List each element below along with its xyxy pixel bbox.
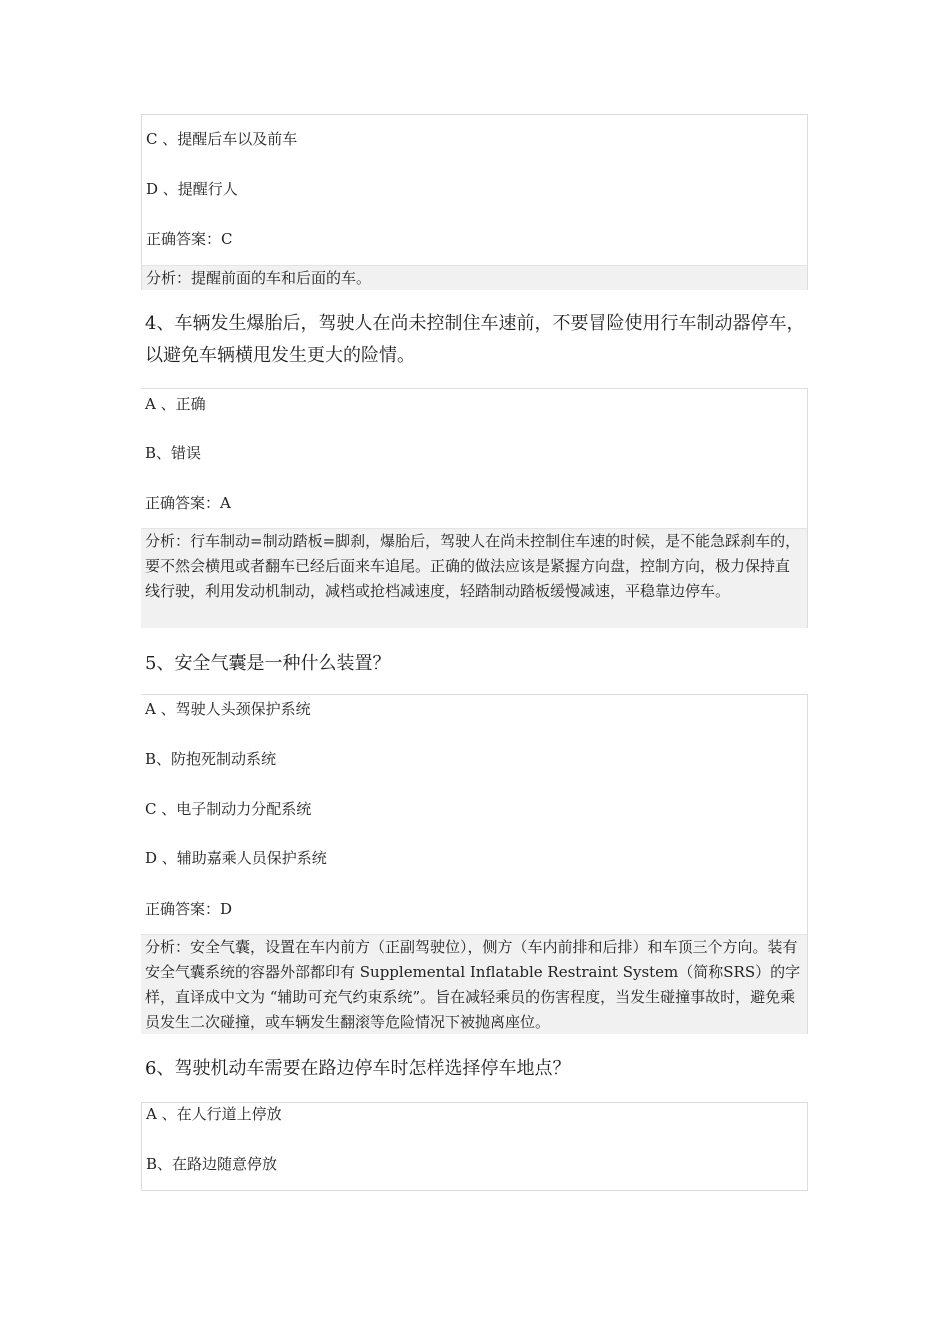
q4-analysis: 分析：行车制动=制动踏板=脚刹，爆胎后，驾驶人在尚未控制住车速的时候，是不能急踩刹车的，要不然会横甩或者翻车已经后面来车追尾。正确的做法应该是紧握方向盘，控制方向，极力保持直线行驶，利用发动机制动，减档或抢档减速度，轻踏制动踏板缓慢减速，平稳靠边停车。 [141, 528, 807, 628]
q5-card [141, 694, 808, 1034]
q4-answer: 正确答案：A [145, 494, 231, 512]
q5-answer: 正确答案：D [145, 900, 233, 918]
q3-card [141, 114, 808, 290]
q4-option-a: A 、正确 [145, 395, 206, 413]
q4-question: 4、车辆发生爆胎后，驾驶人在尚未控制住车速前，不要冒险使用行车制动器停车，以避免车辆横甩发生更大的险情。 [145, 313, 805, 366]
q6-option-b: B、在路边随意停放 [146, 1155, 278, 1173]
q5-question: 5、安全气囊是一种什么装置？ [145, 653, 391, 674]
q6-card [141, 1102, 808, 1191]
q3-option-d: D 、提醒行人 [146, 180, 238, 198]
q5-option-c: C 、电子制动力分配系统 [145, 800, 312, 818]
q5-option-d: D 、辅助嘉乘人员保护系统 [145, 849, 327, 867]
q3-option-c: C 、提醒后车以及前车 [146, 130, 298, 148]
q6-option-a: A 、在人行道上停放 [146, 1105, 282, 1123]
q4-card [141, 388, 808, 628]
q5-option-b: B、防抱死制动系统 [145, 750, 277, 768]
q4-option-b: B、错误 [145, 444, 202, 462]
q6-question: 6、驾驶机动车需要在路边停车时怎样选择停车地点？ [145, 1058, 571, 1079]
q3-analysis: 分析：提醒前面的车和后面的车。 [142, 265, 807, 290]
q3-answer: 正确答案：C [146, 230, 233, 248]
q5-analysis: 分析：安全气囊，设置在车内前方（正副驾驶位），侧方（车内前排和后排）和车顶三个方向。装有安全气囊系统的容器外部都印有 Supplemental Inflatable Restraint System（简称SRS）的字样，直译成中文为 “辅助可充气约束系统”。旨在减轻乘员的伤害程度，当发生碰撞事故时，避免乘员发生二次碰撞，或车辆发生翻滚等危险情况下被抛离座位。 [141, 934, 807, 1034]
q5-option-a: A 、驾驶人头颈保护系统 [145, 700, 311, 718]
